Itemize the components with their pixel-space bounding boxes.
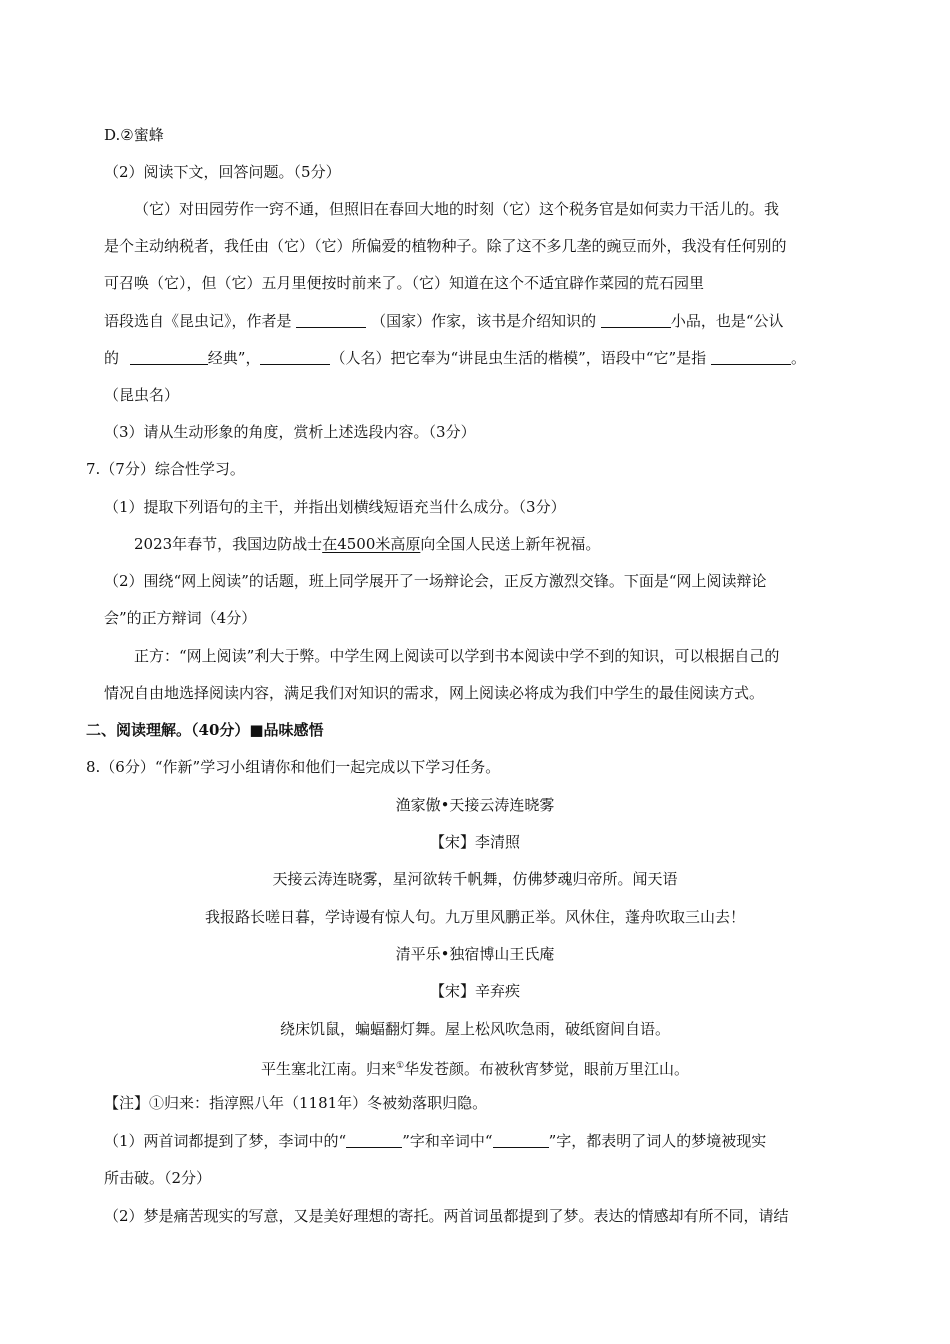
blank-country[interactable] [296, 311, 366, 328]
question-7-2-line-2: 会”的正方辩词（4分） [104, 609, 257, 627]
blank-classic[interactable] [130, 348, 208, 365]
question-7-1: （1）提取下列语句的主干，并指出划横线短语充当什么成分。（3分） [104, 498, 566, 516]
underlined-phrase: 在4500米高原 [322, 535, 421, 553]
blank-insect-name[interactable] [711, 348, 791, 365]
question-7-title: 7.（7分）综合性学习。 [86, 460, 245, 478]
passage-line-2: 是个主动纳税者，我任由（它）（它）所偏爱的植物种子。除了这不多几垄的豌豆而外，我没有任何别的 [104, 237, 787, 255]
question-8-title: 8.（6分）“作新”学习小组请你和他们一起完成以下学习任务。 [86, 758, 501, 776]
fill-line-a: 语段选自《昆虫记》，作者是 （国家）作家，该书是介绍知识的 小品，也是“公认 [104, 312, 784, 330]
question-8-2: （2）梦是痛苦现实的写意，又是美好理想的寄托。两首词虽都提到了梦。表达的情感却有所不同，请结 [104, 1207, 789, 1225]
question-2-title: （2）阅读下文，回答问题。（5分） [104, 163, 341, 181]
passage-line-1: （它）对田园劳作一窍不通，但照旧在春回大地的时刻（它）这个税务官是如何卖力干活儿的。我 [134, 200, 780, 218]
fill-line-c: （昆虫名） [104, 386, 180, 404]
blank-li-word[interactable] [346, 1131, 402, 1148]
poem-2-line-2: 平生塞北江南。归来①华发苍颜。布被秋宵梦觉，眼前万里江山。 [260, 1060, 690, 1078]
question-7-2-line-1: （2）围绕“网上阅读”的话题，班上同学展开了一场辩论会，正反方激烈交锋。下面是“网上阅读辩论 [104, 572, 767, 590]
blank-person-name[interactable] [260, 348, 330, 365]
poem-1-line-2: 我报路长嗟日暮，学诗谩有惊人句。九万里风鹏正举。风休住，蓬舟吹取三山去！ [204, 908, 745, 926]
debate-line-2: 情况自由地选择阅读内容，满足我们对知识的需求，网上阅读必将成为我们中学生的最佳阅读方式。 [104, 684, 765, 702]
question-7-1-sentence: 2023年春节，我国边防战士在4500米高原向全国人民送上新年祝福。 [134, 535, 601, 553]
blank-genre[interactable] [601, 311, 671, 328]
footnote-marker: ① [395, 1061, 405, 1071]
question-8-1-line-2: 所击破。（2分） [104, 1169, 212, 1187]
blank-xin-word[interactable] [493, 1131, 549, 1148]
debate-line-1: 正方：“网上阅读”利大于弊。中学生网上阅读可以学到书本阅读中学不到的知识，可以根据自己的 [134, 647, 780, 665]
section-2-heading: 二、阅读理解。（40分）■品味感悟 [86, 721, 324, 739]
poem-1-title: 渔家傲•天接云涛连晓雾 [395, 796, 555, 814]
question-3-title: （3）请从生动形象的角度，赏析上述选段内容。（3分） [104, 423, 476, 441]
poem-2-line-1: 绕床饥鼠，蝙蝠翻灯舞。屋上松风吹急雨，破纸窗间自语。 [279, 1020, 670, 1038]
poem-1-author: 【宋】李清照 [429, 833, 520, 851]
fill-line-b: 的 经典”， （人名）把它奉为“讲昆虫生活的楷模”，语段中“它”是指 。 [104, 349, 806, 367]
poem-1-line-1: 天接云涛连晓雾，星河欲转千帆舞，仿佛梦魂归帝所。闻天语 [272, 870, 678, 888]
question-8-1-line-1: （1）两首词都提到了梦，李词中的“ ”字和辛词中“ ”字，都表明了词人的梦境被现实 [104, 1132, 767, 1150]
poem-2-author: 【宋】辛弃疾 [429, 982, 520, 1000]
passage-line-3: 可召唤（它），但（它）五月里便按时前来了。（它）知道在这个不适宜辟作菜园的荒石园里 [104, 274, 705, 292]
option-d: D.②蜜蜂 [104, 126, 164, 144]
footnote: 【注】①归来：指淳熙八年（1181年）冬被劾落职归隐。 [104, 1094, 488, 1112]
poem-2-title: 清平乐•独宿博山王氏庵 [395, 945, 555, 963]
